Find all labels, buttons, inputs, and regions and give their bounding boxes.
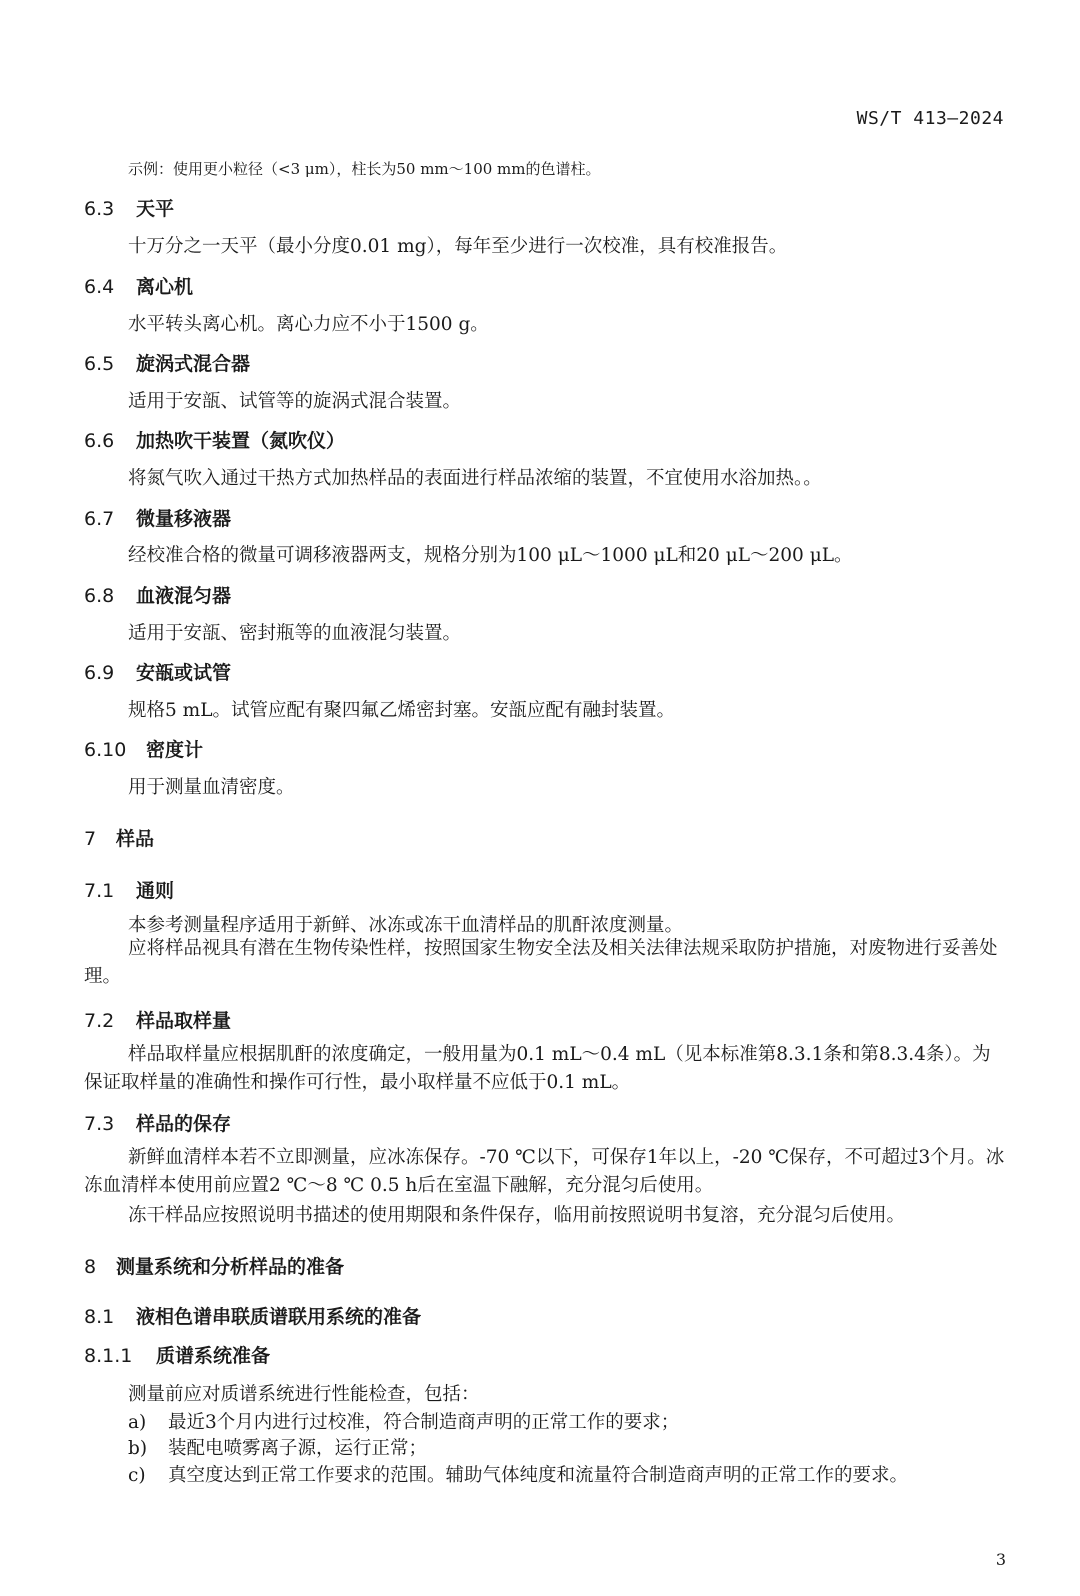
heading-6-6	[84, 426, 345, 453]
paragraph-6-4: 水平转头离心机。离心力应不小于1500 g。	[128, 314, 489, 335]
section-title: 离心机	[136, 276, 194, 298]
section-number: 8.1	[84, 1306, 115, 1328]
section-number: 7.2	[84, 1010, 115, 1032]
heading-8-1-1	[84, 1341, 270, 1368]
paragraph-6-6: 将氮气吹入通过干热方式加热样品的表面进行样品浓缩的装置，不宜使用水浴加热。。	[128, 468, 822, 489]
section-number: 7.1	[84, 880, 115, 902]
heading-6-7	[84, 504, 231, 531]
heading-6-8	[84, 581, 231, 608]
list-item-text: 真空度达到正常工作要求的范围。辅助气体纯度和流量符合制造商声明的正常工作的要求。	[168, 1465, 909, 1486]
list-marker: a)	[128, 1412, 147, 1433]
paragraph-6-9: 规格5 mL。试管应配有聚四氟乙烯密封塞。安瓿应配有融封装置。	[128, 700, 675, 721]
section-number: 6.6	[84, 430, 115, 452]
section-number: 8	[84, 1256, 97, 1278]
list-marker: b)	[128, 1438, 148, 1459]
section-number: 6.7	[84, 508, 115, 530]
heading-8-1	[84, 1302, 421, 1329]
page-number: 3	[995, 1550, 1006, 1569]
paragraph-6-8: 适用于安瓿、密封瓶等的血液混匀装置。	[128, 623, 462, 644]
section-title: 液相色谱串联质谱联用系统的准备	[136, 1306, 422, 1328]
paragraph-6-10: 用于测量血清密度。	[128, 777, 295, 798]
paragraph-7-1-a: 本参考测量程序适用于新鲜、冰冻或冻干血清样品的肌酐浓度测量。	[128, 915, 684, 936]
list-item	[128, 1461, 908, 1487]
paragraph-7-3-a: 新鲜血清样本若不立即测量，应冰冻保存。-70 ℃以下，可保存1年以上，-20 ℃保存，不可超过3个月。冰冻血清样本使用前应置2 ℃～8 ℃ 0.5 h后在室温下融解，充分混匀后使用。	[84, 1147, 1005, 1196]
list-marker: c)	[128, 1465, 146, 1486]
section-title: 加热吹干装置（氮吹仪）	[136, 430, 346, 452]
paragraph-7-1-b: 应将样品视具有潜在生物传染性样，按照国家生物安全法及相关法律法规采取防护措施，对废物进行妥善处理。	[84, 938, 998, 987]
paragraph-7-3-b: 冻干样品应按照说明书描述的使用期限和条件保存，临用前按照说明书复溶，充分混匀后使用。	[128, 1205, 906, 1226]
section-number: 7	[84, 828, 97, 850]
section-number: 6.5	[84, 353, 115, 375]
heading-6-10	[84, 735, 203, 762]
section-number: 6.3	[84, 198, 115, 220]
section-title: 测量系统和分析样品的准备	[116, 1256, 345, 1278]
heading-7	[84, 824, 154, 851]
section-title: 质谱系统准备	[156, 1345, 271, 1367]
section-title: 通则	[136, 880, 175, 902]
section-title: 密度计	[146, 739, 204, 761]
heading-7-2	[84, 1006, 231, 1033]
paragraph-6-7: 经校准合格的微量可调移液器两支，规格分别为100 μL～1000 μL和20 μL～200 μL。	[128, 545, 853, 566]
paragraph-7-2: 样品取样量应根据肌酐的浓度确定，一般用量为0.1 mL～0.4 mL（见本标准第8.3.1条和第8.3.4条）。为保证取样量的准确性和操作可行性，最小取样量不应低于0.1 mL。	[84, 1044, 991, 1093]
standard-number: WS/T 413—2024	[856, 108, 1004, 129]
heading-7-1	[84, 876, 174, 903]
section-number: 6.10	[84, 739, 127, 761]
list-item	[128, 1434, 427, 1460]
section-number: 6.4	[84, 276, 115, 298]
heading-6-9	[84, 658, 231, 685]
section-title: 安瓿或试管	[136, 662, 232, 684]
paragraph-8-1-1: 测量前应对质谱系统进行性能检查，包括：	[128, 1384, 480, 1405]
section-title: 天平	[136, 198, 175, 220]
paragraph-6-3: 十万分之一天平（最小分度0.01 mg），每年至少进行一次校准，具有校准报告。	[128, 236, 788, 257]
heading-8	[84, 1252, 344, 1279]
example-note: 示例：使用更小粒径（<3 μm），柱长为50 mm～100 mm的色谱柱。	[128, 160, 601, 178]
section-title: 样品取样量	[136, 1010, 232, 1032]
heading-6-5	[84, 349, 250, 376]
list-item	[128, 1408, 679, 1434]
heading-6-3	[84, 194, 174, 221]
section-number: 8.1.1	[84, 1345, 133, 1367]
section-number: 6.8	[84, 585, 115, 607]
heading-7-3	[84, 1109, 231, 1136]
section-title: 样品的保存	[136, 1113, 232, 1135]
heading-6-4	[84, 272, 193, 299]
list-item-text: 最近3个月内进行过校准，符合制造商声明的正常工作的要求；	[168, 1412, 680, 1433]
section-title: 样品	[116, 828, 155, 850]
section-number: 7.3	[84, 1113, 115, 1135]
section-title: 血液混匀器	[136, 585, 232, 607]
paragraph-6-5: 适用于安瓿、试管等的旋涡式混合装置。	[128, 391, 462, 412]
section-title: 微量移液器	[136, 508, 232, 530]
list-item-text: 装配电喷雾离子源，运行正常；	[168, 1438, 428, 1459]
section-number: 6.9	[84, 662, 115, 684]
section-title: 旋涡式混合器	[136, 353, 251, 375]
